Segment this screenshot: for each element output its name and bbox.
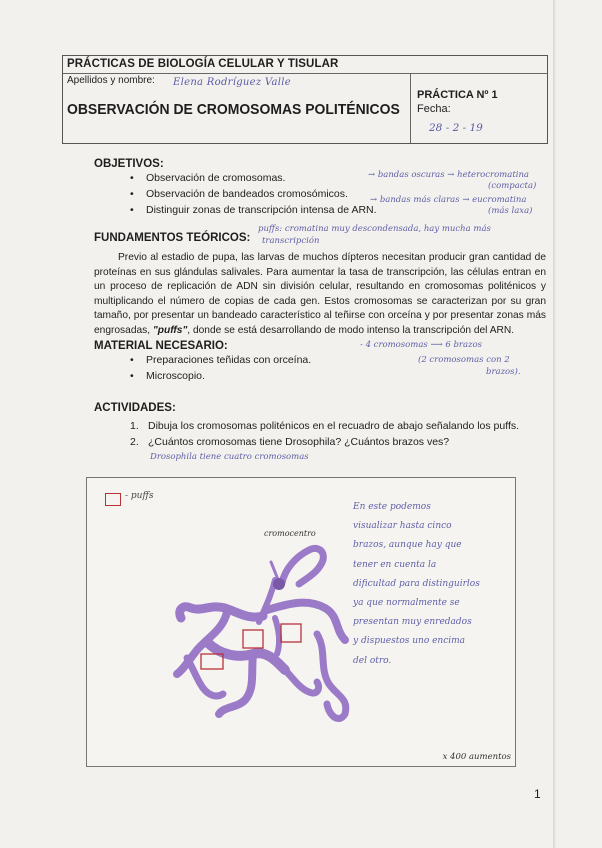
objetivos-note: (más laxa): [488, 206, 533, 216]
material-list: [130, 352, 311, 384]
name-label: Apellidos y nombre:: [67, 75, 155, 86]
name-value: Elena Rodríguez Valle: [173, 77, 292, 88]
puff-legend-square: [105, 493, 121, 506]
chromosome-arm: [180, 607, 263, 618]
material-item: • Microscopio.: [130, 368, 311, 384]
note-line: dificultad para distinguirlos: [353, 578, 480, 589]
fundamentos-text-end: , donde se está desarrollando de modo intenso la transcripción del ARN.: [187, 324, 515, 336]
actividades-list: [130, 418, 519, 450]
actividades-title: ACTIVIDADES:: [94, 402, 176, 414]
magnification-label: x 400 aumentos: [442, 752, 511, 762]
puffs-term: "puffs": [152, 324, 188, 336]
chromosome-arm: [317, 634, 346, 719]
note-line: brazos, aunque hay que: [353, 540, 462, 551]
page-title: OBSERVACIÓN DE CROMOSOMAS POLITÉNICOS: [67, 101, 400, 118]
objetivos-note: → bandas más claras → eucromatina: [370, 195, 527, 205]
fundamentos-paragraph: [94, 251, 546, 338]
chromosome-arm: [177, 612, 227, 674]
header-box: [62, 55, 548, 144]
cromocentro-label: cromocentro: [264, 529, 316, 538]
puff-box: [243, 630, 263, 648]
objetivos-note: → bandas oscuras → heterocromatina: [368, 170, 529, 180]
objetivos-note: (compacta): [488, 181, 537, 191]
chromosome-arm: [187, 658, 223, 696]
note-line: ya que normalmente se: [353, 598, 460, 609]
note-line: presentan muy enredados: [353, 617, 472, 628]
header-divider: [410, 74, 411, 143]
puff-legend-label: - puffs: [125, 491, 154, 501]
note-line: tener en cuenta la: [353, 559, 437, 570]
note-line: y dispuestos uno encima: [353, 636, 466, 647]
fundamentos-note: transcripción: [262, 236, 320, 246]
material-item: • Preparaciones teñidas con orceína.: [130, 352, 311, 368]
actividad-item: 1. Dibuja los cromosomas politénicos en el recuadro de abajo señalando los puffs.: [130, 420, 520, 432]
material-title: MATERIAL NECESARIO:: [94, 340, 228, 352]
fundamentos-title: FUNDAMENTOS TEÓRICOS:: [94, 232, 251, 244]
date-value: 28 - 2 - 19: [429, 122, 483, 134]
practice-number: PRÁCTICA Nº 1: [417, 89, 498, 101]
objetivo-item: • Observación de cromosomas.: [130, 170, 377, 186]
objetivos-title: OBJETIVOS:: [94, 158, 164, 170]
note-line: del otro.: [353, 655, 392, 666]
drawing-note: [353, 498, 513, 671]
material-note: (2 cromosomas con 2: [418, 355, 510, 365]
material-note: brazos).: [486, 367, 521, 377]
drawing-box: [86, 477, 516, 767]
chromosome-arm: [282, 548, 323, 584]
chromosome-arm: [275, 618, 279, 654]
actividad-answer: Drosophila tiene cuatro cromosomas: [150, 452, 309, 462]
course-title: PRÁCTICAS DE BIOLOGÍA CELULAR Y TISULAR: [67, 58, 339, 70]
material-note: - 4 cromosomas ⟶ 6 brazos: [360, 340, 483, 350]
puff-box: [281, 624, 301, 642]
fundamentos-note: puffs: cromatina muy descondensada, hay mucha más: [258, 224, 491, 234]
chromosome-arm: [219, 654, 253, 714]
cromocentro: [273, 578, 285, 590]
page-edge: [553, 0, 556, 848]
actividad-item: 2. ¿Cuántos cromosomas tiene Drosophila? ¿Cuántos brazos ves?: [130, 436, 450, 448]
objetivo-item: • Distinguir zonas de transcripción intensa de ARN.: [130, 202, 377, 218]
page-number: 1: [534, 787, 541, 801]
objetivos-list: [130, 170, 377, 218]
note-line: visualizar hasta cinco: [353, 521, 452, 532]
chromosome-arm: [207, 642, 285, 670]
course-row: [63, 56, 547, 74]
chromosome-arm: [285, 670, 319, 693]
note-line: En este podemos: [353, 502, 431, 512]
fundamentos-text: Previo al estadio de pupa, las larvas de muchos dípteros necesitan producir gran cantidad de proteínas en sus glándulas salivales. Para aumentar la tasa de transcripción, las células entran en un proceso de replicación de ADN sin división celular, resultando en cromosomas politénicos y multiplicando el número de copias de cada gen. Estos cromosomas se caracterizan por su gran tamaño, por presentar un bandeado característico al teñirse con orceína y por presentar zonas más engrosadas,: [94, 252, 546, 336]
date-label: Fecha:: [417, 103, 451, 115]
objetivo-item: • Observación de bandeados cromosómicos.: [130, 186, 377, 202]
polytene-chromosome-drawing: [167, 538, 357, 738]
